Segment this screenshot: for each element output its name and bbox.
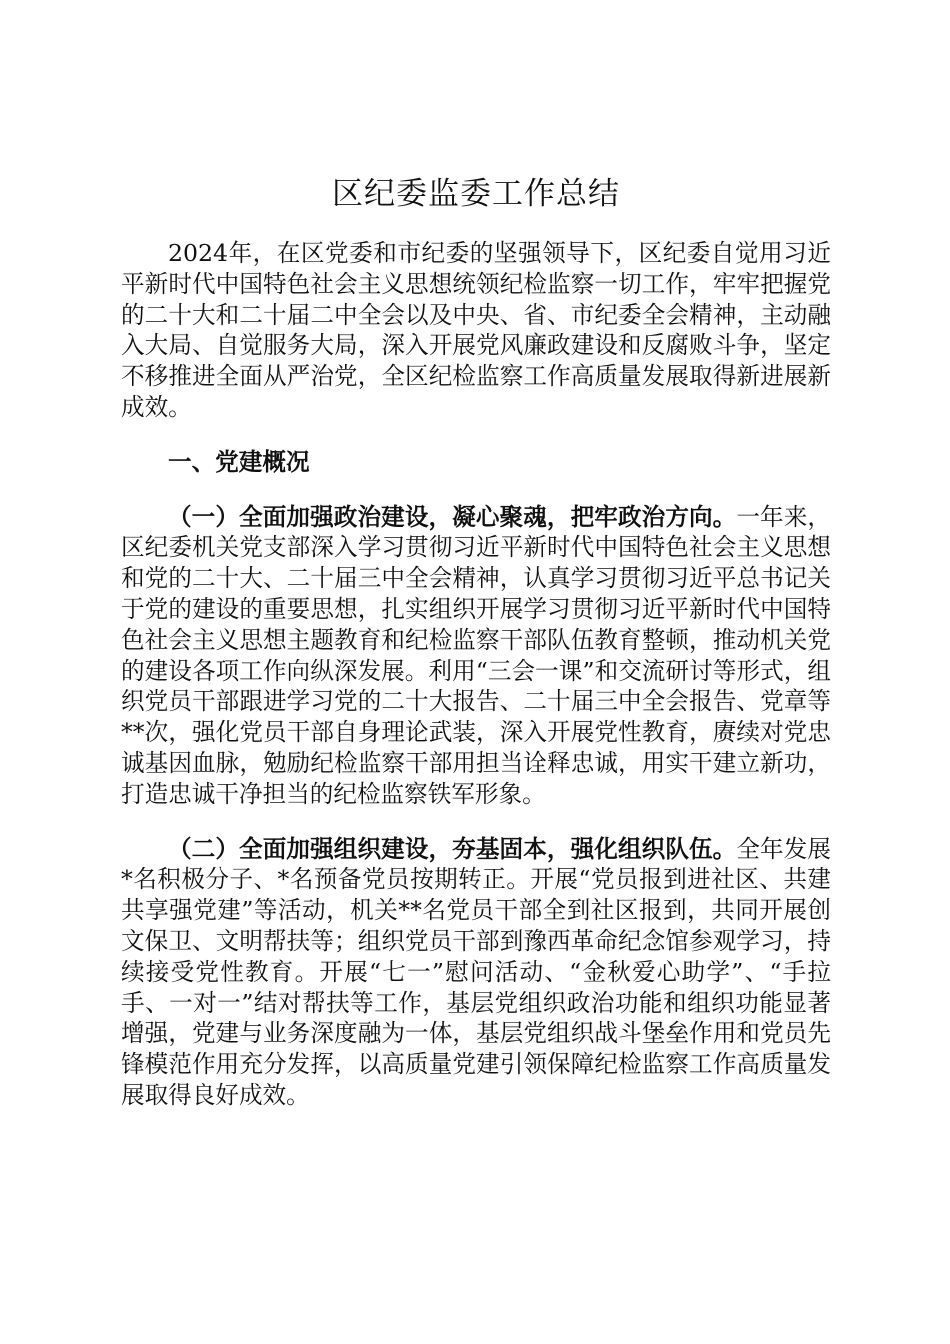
subsection-body: 一年来，区纪委机关党支部深入学习贯彻习近平新时代中国特色社会主义思想和党的二十大、二十届三中全会精神，认真学习贯彻习近平总书记关于党的建设的重要思想，扎实组织开展学习贯彻习近平新时代中国特色社会主义思想主题教育和纪检监察干部队伍教育整顿，推动机关党的建设各项工作向纵深发展。利用“三会一课”和交流研讨等形式，组织党员干部跟进学习党的二十大报告、二十届三中全会报告、党章等**次，强化党员干部自身理论武装，深入开展党性教育，赓续对党忠诚基因血脉，勉励纪检监察干部用担当诠释忠诚，用实干建立新功，打造忠诚干净担当的纪检监察铁军形象。 <box>121 502 831 808</box>
document-title: 区纪委监委工作总结 <box>332 176 620 212</box>
section-heading-party-building: 一、党建概况 <box>168 447 310 476</box>
subsection-lead: （一）全面加强政治建设，凝心聚魂，把牢政治方向。 <box>168 502 737 531</box>
subsection-organization-building <box>121 834 831 1111</box>
subsection-body: 全年发展*名积极分子、*名预备党员按期转正。开展“党员报到进社区、共建共享强党建”等活动，机关**名党员干部全到社区报到，共同开展创文保卫、文明帮扶等；组织党员干部到豫西革命纪念馆参观学习，持续接受党性教育。开展“七一”慰问活动、“金秋爱心助学”、“手拉手、一对一”结对帮扶等工作，基层党组织政治功能和组织功能显著增强，党建与业务深度融为一体，基层党组织战斗堡垒作用和党员先锋模范作用充分发挥，以高质量党建引领保障纪检监察工作高质量发展取得良好成效。 <box>121 834 831 1109</box>
subsection-lead: （二）全面加强组织建设，夯基固本，强化组织队伍。 <box>168 834 737 863</box>
document-page <box>121 172 831 1111</box>
subsection-political-building <box>121 502 831 810</box>
intro-paragraph: 2024年，在区党委和市纪委的坚强领导下，区纪委自觉用习近平新时代中国特色社会主义思想统领纪检监察一切工作，牢牢把握党的二十大和二十届二中全会以及中央、省、市纪委全会精神，主动融入大局、自觉服务大局，深入开展党风廉政建设和反腐败斗争，坚定不移推进全面从严治党，全区纪检监察工作高质量发展取得新进展新成效。 <box>121 239 831 421</box>
